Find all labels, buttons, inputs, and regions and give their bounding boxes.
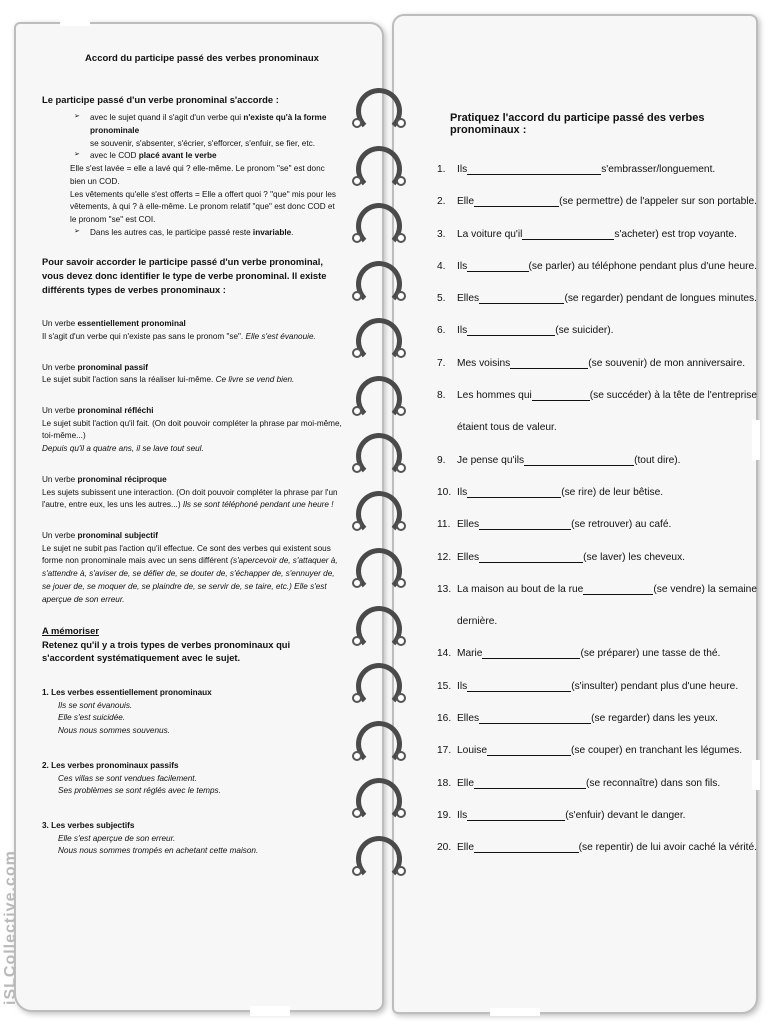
exercise-number [437,422,457,454]
punch-hole [352,751,362,761]
exercise-number: 2. [437,196,446,208]
exercise-verb-hint: (se succéder) à la tête de l'entreprise [589,390,757,402]
binder-ring-icon [356,376,402,422]
exercise-item [437,229,757,261]
exercise-item [437,745,757,777]
exercise-verb-hint: (se rire) de leur bêtise. [561,486,664,498]
exercise-text: Elles [457,293,480,305]
punch-hole [396,348,406,358]
answer-blank[interactable] [479,293,564,304]
torn-edge [250,1006,290,1016]
answer-blank[interactable] [524,455,634,466]
exercise-number: 13. [437,583,452,595]
answer-blank[interactable] [467,681,571,692]
answer-blank[interactable] [479,519,571,530]
exercise-number: 16. [437,713,452,725]
exercise-item [437,519,757,551]
exercise-number: 4. [437,260,446,272]
exercise-text: Marie [457,648,483,660]
punch-hole [396,406,406,416]
exercise-text: Elles [457,551,480,563]
answer-blank[interactable] [474,196,559,207]
exercise-item [437,261,757,293]
memo-list: 3. Les verbes subjectifs Elle s'est aperçue de son erreur. Nous nous sommes trompés en achetant cette maison. [42,821,259,856]
exercise-number: 7. [437,357,446,369]
exercise-verb-hint: (se préparer) une tasse de thé. [580,648,721,660]
answer-blank[interactable] [532,390,590,401]
binder-ring-icon [356,203,402,249]
rule-heading: Le participe passé d'un verbe pronominal s'accorde : [42,93,279,105]
exercise-verb-hint: (tout dire). [634,454,681,466]
exercise-item [437,713,757,745]
types-heading: Pour savoir accorder le participe passé d'un verbe pronominal, vous devez donc identifier le type de verbe pronominal. Il existe différents types de verbes pronominaux : [42,256,327,295]
punch-hole [352,348,362,358]
exercise-item [437,455,757,487]
exercise-number: 14. [437,648,452,660]
exercise-verb-hint: (se permettre) de l'appeler sur son portable. [559,196,757,208]
exercise-item [437,616,757,648]
punch-hole [352,808,362,818]
exercise-text: Elle [457,196,474,208]
punch-hole [396,521,406,531]
verb-type-block: Un verbe essentiellement pronominal Il s'agit d'un verbe qui n'existe pas sans le pronom "se". Elle s'est évanouie. [42,319,316,341]
binder-ring-icon [356,261,402,307]
answer-blank[interactable] [583,584,653,595]
exercise-number: 18. [437,777,452,789]
exercise-text: Elle [457,777,474,789]
punch-hole [352,463,362,473]
exercise-number: 9. [437,454,446,466]
answer-blank[interactable] [467,325,555,336]
exercise-verb-hint: (se regarder) dans les yeux. [591,713,718,725]
exercise-item [437,325,757,357]
exercise-item [437,842,757,874]
exercise-item [437,487,757,519]
binder-ring-icon [356,318,402,364]
exercise-item [437,810,757,842]
binder-ring-icon [356,778,402,824]
exercise-text: Elles [457,713,480,725]
exercise-item [437,584,757,616]
exercise-number: 3. [437,228,446,240]
exercise-text: Les hommes qui [457,390,532,402]
exercise-number: 15. [437,680,452,692]
rule-examples: se souvenir, s'absenter, s'écrier, s'efforcer, s'enfuir, se fier, etc. [90,138,315,148]
exercise-number: 11. [437,519,451,531]
document-title: Accord du participe passé des verbes pronominaux [85,53,319,64]
exercise-number: 20. [437,842,452,854]
binder-ring-icon [356,433,402,479]
punch-hole [396,808,406,818]
exercise-text: Louise [457,745,488,757]
answer-blank[interactable] [467,487,561,498]
torn-edge [60,18,90,26]
answer-blank[interactable] [487,745,571,756]
exercise-verb-hint: (se parler) au téléphone pendant plus d'une heure. [528,260,757,272]
exercise-text: Ils [457,680,468,692]
punch-hole [352,406,362,416]
exercise-title: Pratiquez l'accord du participe passé des verbes pronominaux : [450,112,705,136]
exercise-number: 19. [437,809,452,821]
exercise-item [437,552,757,584]
exercise-item [437,196,757,228]
rule-explanation: Elle s'est lavée = elle a lavé qui ? elle-même. Le pronom "se" est donc bien un COD. [70,164,325,186]
memo-list: 2. Les verbes pronominaux passifs Ces villas se sont vendues facilement. Ses problèmes se sont réglés avec le temps. [42,760,221,796]
rule-item: ➢ Dans les autres cas, le participe passé reste invariable. [42,227,342,240]
exercise-number: 1. [437,164,446,175]
exercise-verb-hint: (se couper) en tranchant les légumes. [571,745,743,757]
binder-ring-icon [356,721,402,767]
punch-hole [352,233,362,243]
exercise-sheet [437,112,757,875]
answer-blank[interactable] [467,164,601,175]
memo-list: 1. Les verbes essentiellement pronominaux Ils se sont évanouis. Elle s'est suicidée. Nous nous sommes souvenus. [42,688,212,736]
exercise-number [437,616,457,648]
exercise-number: 8. [437,390,446,402]
exercise-verb-hint: (s'enfuir) devant le danger. [565,809,686,821]
exercise-verb-hint: (se laver) les cheveux. [583,551,686,563]
exercise-verb-hint: (se souvenir) de mon anniversaire. [588,357,746,369]
binder-ring-icon [356,88,402,134]
exercise-text: Ils [457,486,468,498]
exercise-item [437,390,757,422]
binder-ring-icon [356,491,402,537]
answer-blank[interactable] [482,648,580,659]
exercise-text: étaient tous de valeur. [457,422,557,434]
rule-item: ➢ avec le COD placé avant le verbe [42,150,342,163]
punch-hole [396,578,406,588]
exercise-text: Ils [457,325,468,337]
exercise-text: dernière. [457,616,498,628]
exercise-item [437,648,757,680]
exercise-item [437,422,757,454]
memo-heading: Retenez qu'il y a trois types de verbes pronominaux qui s'accordent systématiquement avec le sujet. [42,638,291,664]
exercise-item [437,293,757,325]
exercise-verb-hint: (se retrouver) au café. [571,519,672,531]
watermark: iSLCollective.com [2,850,19,1005]
exercise-verb-hint: s'embrasser/longuement. [601,164,716,175]
punch-hole [396,463,406,473]
punch-hole [352,693,362,703]
exercise-verb-hint: (se suicider). [555,325,614,337]
exercise-verb-hint: (se vendre) la semaine [653,583,757,595]
punch-hole [352,578,362,588]
binder-ring-icon [356,836,402,882]
exercise-verb-hint: (s'insulter) pendant plus d'une heure. [571,680,739,692]
exercise-number: 6. [437,325,446,337]
exercise-text: Ils [457,260,468,272]
torn-edge [490,1008,540,1016]
exercise-text: Elles [457,519,480,531]
exercise-list [437,164,757,875]
exercise-verb-hint: s'acheter) est trop voyante. [614,228,737,240]
exercise-text: Ils [457,164,468,175]
punch-hole [396,636,406,646]
memo-title: A mémoriser [42,625,99,637]
verb-type-block: Un verbe pronominal réciproque Les sujets subissent une interaction. (On doit pouvoir compléter la phrase par l'un l'autre, entre eux, les uns les autres...) Ils se sont téléphoné pendant une heure ! [42,474,338,510]
exercise-item [437,681,757,713]
punch-hole [396,751,406,761]
grammar-notes [42,52,342,858]
punch-hole [396,118,406,128]
verb-type-block: Un verbe pronominal subjectif Le sujet ne subit pas l'action qu'il effectue. Ce sont des verbes qui existent sous forme non pronominale mais avec un sens différent (s'apercevoir de, s'attaquer à, s'attendre à, s'aviser de, se défier de, se douter de, s'échapper de, s'ennuyer de, se jouer de, se moquer de, se plaindre de, se servir de, se taire, etc.) Elle s'est aperçue de son erreur. [42,530,338,604]
punch-hole [396,233,406,243]
exercise-text: Je pense qu'ils [457,454,525,466]
exercise-number: 10. [437,486,452,498]
punch-hole [352,291,362,301]
exercise-item [437,164,757,196]
verb-type-block: Un verbe pronominal passif Le sujet subit l'action sans la réaliser lui-même. Ce livre se vend bien. [42,362,295,385]
exercise-text: La voiture qu'il [457,228,523,240]
exercise-verb-hint: (se reconnaître) dans son fils. [586,777,721,789]
binder-ring-icon [356,146,402,192]
exercise-text: Ils [457,809,468,821]
answer-blank[interactable] [522,229,614,240]
answer-blank[interactable] [467,810,565,821]
exercise-item [437,778,757,810]
answer-blank[interactable] [474,842,579,853]
punch-hole [396,291,406,301]
answer-blank[interactable] [510,358,588,369]
exercise-number: 5. [437,293,446,305]
answer-blank[interactable] [467,261,528,272]
answer-blank[interactable] [479,552,583,563]
exercise-number: 12. [437,551,452,563]
exercise-item [437,358,757,390]
rule-item: ➢ avec le sujet quand il s'agit d'un verbe qui n'existe qu'à la forme pronominale [42,112,342,137]
punch-hole [352,866,362,876]
punch-hole [352,636,362,646]
punch-hole [352,118,362,128]
rule-explanation: Les vêtements qu'elle s'est offerts = Elle a offert quoi ? "que" mis pour les vêtements, à qui ? à elle-même. Le pronom relatif "que" est donc COD et le pronom "se" est COI. [70,189,337,224]
binder-ring-icon [356,548,402,594]
binder-ring-icon [356,606,402,652]
punch-hole [396,176,406,186]
punch-hole [396,866,406,876]
binder-ring-icon [356,663,402,709]
exercise-number: 17. [437,745,452,757]
punch-hole [352,176,362,186]
answer-blank[interactable] [479,713,591,724]
punch-hole [396,693,406,703]
answer-blank[interactable] [474,778,586,789]
exercise-verb-hint: (se regarder) pendant de longues minutes. [564,293,757,305]
exercise-verb-hint: (se repentir) de lui avoir caché la vérité. [578,842,757,854]
exercise-text: La maison au bout de la rue [457,583,584,595]
exercise-text: Mes voisins [457,357,511,369]
exercise-text: Elle [457,842,474,854]
verb-type-block: Un verbe pronominal réfléchi Le sujet subit l'action qu'il fait. (On doit pouvoir compléter la phrase par moi-même, toi-même...) Depuis qu'il a quatre ans, il se lave tout seul. [42,406,342,454]
punch-hole [352,521,362,531]
